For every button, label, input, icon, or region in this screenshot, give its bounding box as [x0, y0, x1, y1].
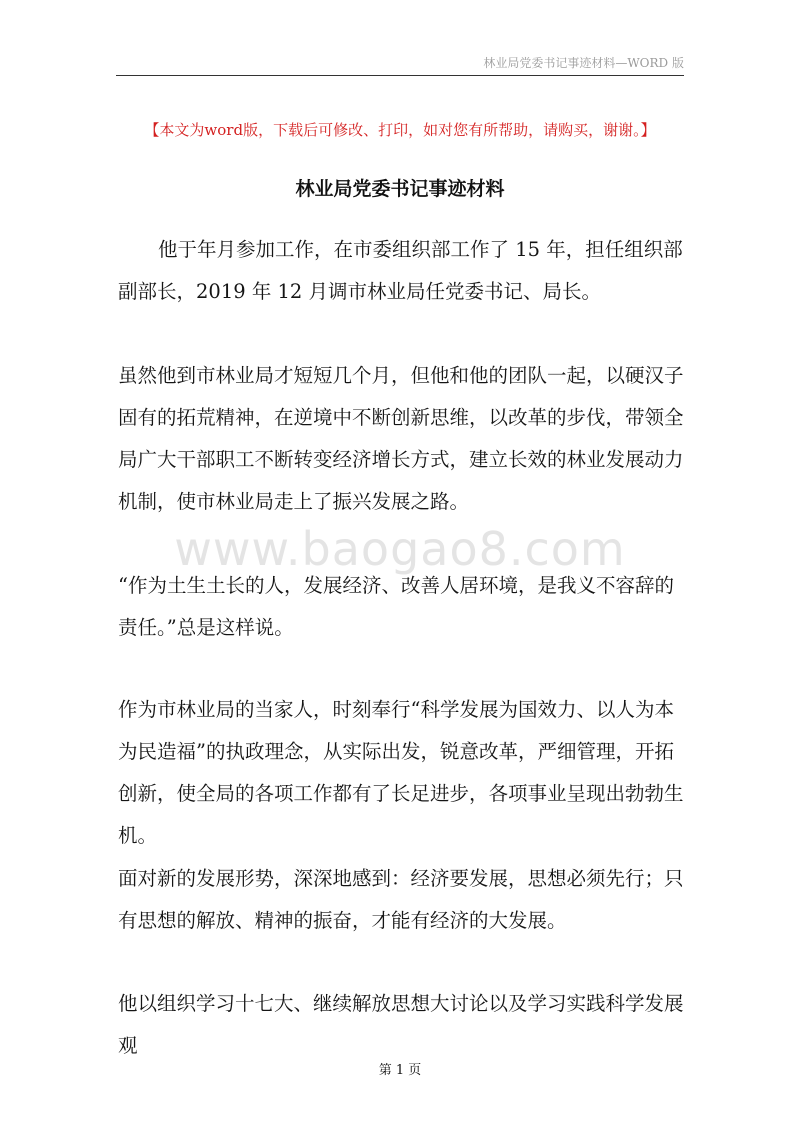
document-title: 林业局党委书记事迹材料: [295, 178, 505, 200]
header-title: 林业局党委书记事迹材料—WORD 版: [483, 56, 684, 70]
paragraph-3: “作为土生土长的人，发展经济、改善人居环境，是我义不容辞的责任。”总是这样说。: [118, 574, 674, 639]
paragraph-4: 作为市林业局的当家人，时刻奉行“科学发展为国效力、以人为本为民造福”的执政理念，从实际出发，锐意改革，严细管理，开拓创新，使全局的各项工作都有了长足进步，各项事业呈现出勃勃生机。: [118, 698, 684, 847]
purchase-notice: 【本文为word版，下载后可修改、打印，如对您有所帮助，请购买，谢谢。】: [144, 121, 656, 139]
header-rule: [116, 75, 684, 76]
page-number: 第 1 页: [378, 1063, 422, 1078]
paragraph-5: 面对新的发展形势，深深地感到：经济要发展，思想必须先行；只有思想的解放、精神的振奋，才能有经济的大发展。: [118, 867, 684, 932]
paragraph-6: 他以组织学习十七大、继续解放思想大讨论以及学习实践科学发展观: [118, 992, 684, 1057]
watermark: www.baogao8.com: [174, 522, 626, 576]
paragraph-2: 虽然他到市林业局才短短几个月，但他和他的团队一起，以硬汉子固有的拓荒精神，在逆境中不断创新思维，以改革的步伐，带领全局广大干部职工不断转变经济增长方式，建立长效的林业发展动力机制，使市林业局走上了振兴发展之路。: [118, 364, 684, 513]
paragraph-1: 他于年月参加工作，在市委组织部工作了 15 年，担任组织部副部长，2019 年 12 月调市林业局任党委书记、局长。: [118, 238, 683, 303]
